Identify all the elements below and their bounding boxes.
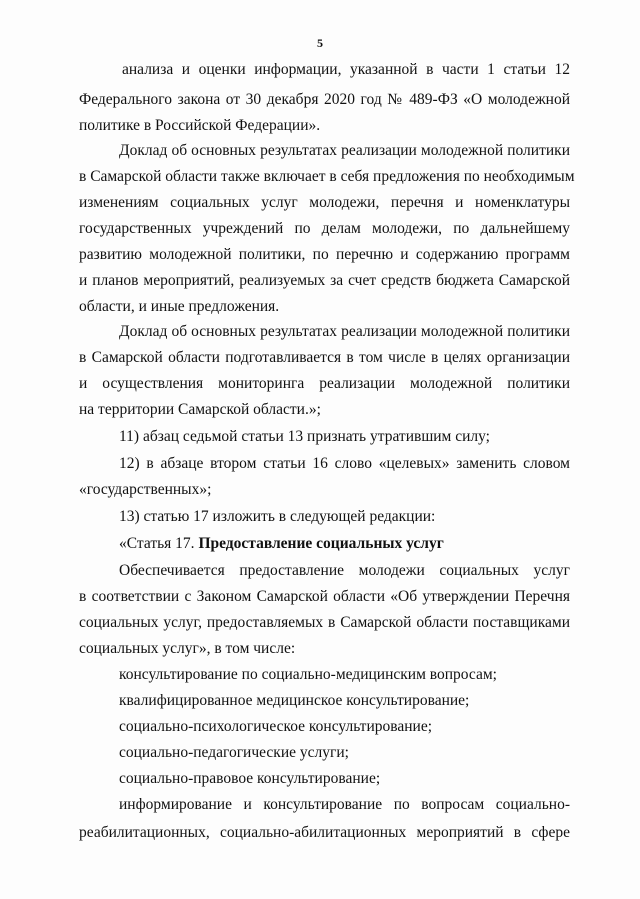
text-line: реабилитационных, социально-абилитационных мероприятий в сфере [79, 824, 570, 841]
text-line: политике в Российской Федерации». [79, 117, 321, 134]
text-line: в Самарской области также включает в себя предложения по необходимым [79, 168, 575, 185]
text-line: на территории Самарской области.»; [79, 401, 321, 418]
text-line: информирование и консультирование по вопросам социально- [119, 796, 570, 813]
article-heading [119, 534, 570, 554]
text-line: Доклад об основных результатах реализации молодежной политики [119, 323, 570, 340]
text-line: государственных учреждений по делам молодежи, по дальнейшему [79, 220, 570, 237]
text-line: 11) абзац седьмой статьи 13 признать утратившим силу; [119, 428, 490, 445]
page-number: 5 [317, 36, 323, 50]
text-line: социальных услуг, предоставляемых в Самарской области поставщиками [79, 614, 570, 631]
list-item: социально-психологическое консультирование; [119, 718, 433, 735]
text-line: 13) статью 17 изложить в следующей редакции: [119, 508, 436, 525]
text-line: изменениям социальных услуг молодежи, перечня и номенклатуры [79, 194, 570, 211]
text-line: развитию молодежной политики, по перечню и содержанию программ [79, 246, 570, 263]
article-number: «Статья 17. [119, 535, 199, 552]
list-item: консультирование по социально-медицинским вопросам; [119, 666, 497, 683]
text-line: Обеспечивается предоставление молодежи социальных услуг [119, 562, 570, 579]
text-line: в Самарской области подготавливается в том числе в целях организации [79, 349, 570, 366]
text-line: анализа и оценки информации, указанной в части 1 статьи 12 [122, 61, 570, 78]
text-line: Доклад об основных результатах реализации молодежной политики [119, 142, 570, 159]
text-line: и осуществления мониторинга реализации молодежной политики [79, 375, 570, 392]
text-line: социальных услуг», в том числе: [79, 640, 296, 657]
text-line: в соответствии с Законом Самарской области «Об утверждении Перечня [79, 588, 570, 605]
text-line: области, и иные предложения. [79, 298, 280, 315]
list-item: социально-правовое консультирование; [119, 770, 381, 787]
article-title: Предоставление социальных услуг [198, 535, 444, 552]
text-line: Федерального закона от 30 декабря 2020 год № 489-ФЗ «О молодежной [79, 91, 570, 108]
text-line: «государственных»; [79, 481, 212, 498]
text-line: 12) в абзаце втором статьи 16 слово «целевых» заменить словом [119, 455, 570, 472]
text-line: и планов мероприятий, реализуемых за счет средств бюджета Самарской [79, 272, 570, 289]
list-item: социально-педагогические услуги; [119, 744, 349, 761]
list-item: квалифицированное медицинское консультирование; [119, 692, 470, 709]
